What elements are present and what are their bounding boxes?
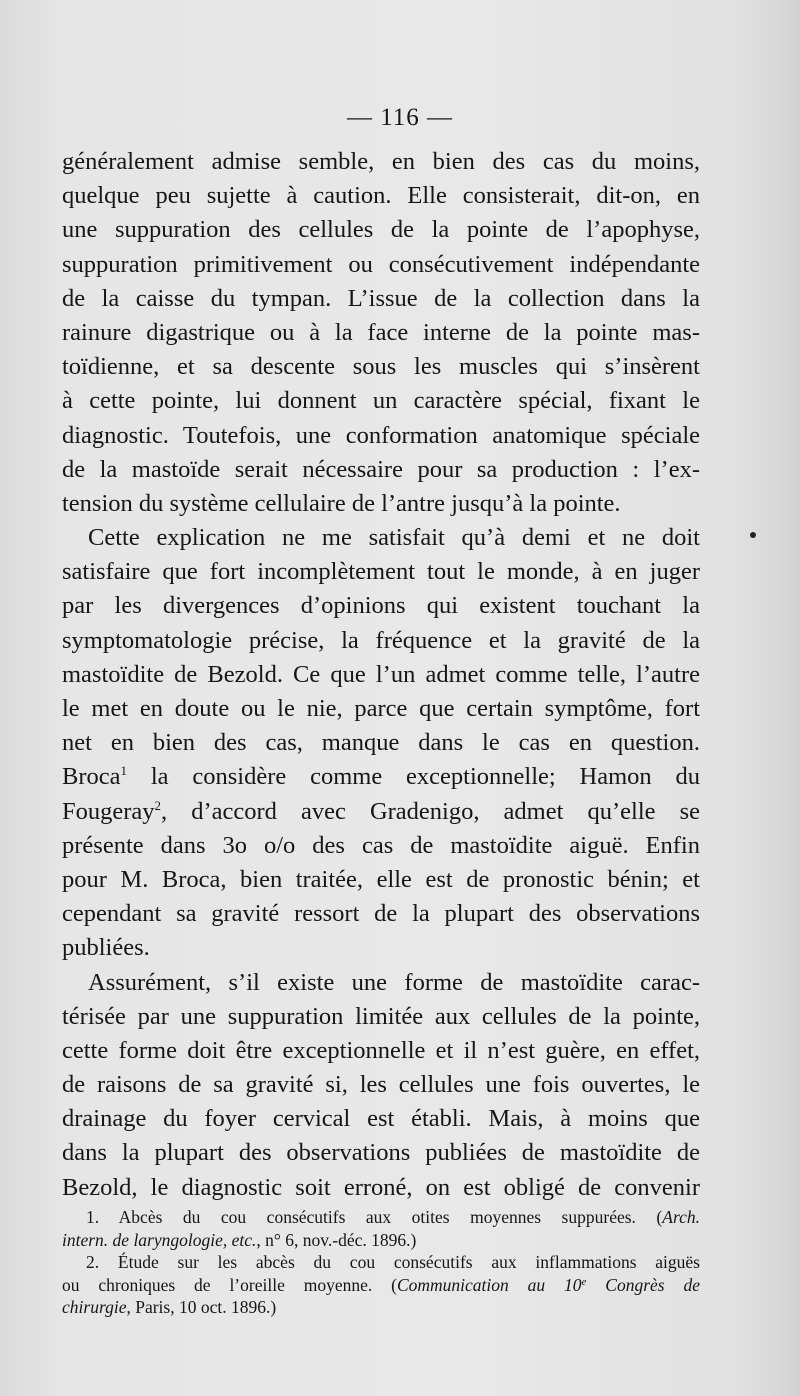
- ink-speck: [750, 532, 756, 538]
- text-line: une suppuration des cellules de la pointe de l’apophyse,: [62, 216, 700, 244]
- text-line: satisfaire que fort incomplètement tout le monde, à en juger: [62, 558, 700, 586]
- footnote-text: , Paris, 10 oct. 1896.): [126, 1297, 277, 1317]
- text-line: de la mastoïde serait nécessaire pour sa production : l’ex-: [62, 455, 700, 483]
- footnote-citation: Arch.: [662, 1207, 700, 1227]
- footnote-text: , n° 6, nov.-déc. 1896.): [256, 1229, 417, 1250]
- text-line: dans la plupart des observations publiées de mastoïdite de: [62, 1139, 700, 1167]
- footnote-text: 1. Abcès du cou consécutifs aux otites moyennes suppurées. (: [86, 1207, 663, 1227]
- page-number: — 116 —: [346, 104, 454, 131]
- text-line: suppuration primitivement ou consécutivement indépendante: [62, 250, 700, 278]
- text-line: symptomatologie précise, la fréquence et la gravité de la: [62, 626, 700, 654]
- footnote-line: [62, 1274, 700, 1297]
- text-line: généralement admise semble, en bien des cas du moins,: [62, 148, 700, 175]
- text-line: pour M. Broca, bien traitée, elle est de pronostic bénin; et: [62, 865, 700, 893]
- footnote-citation: chirurgie: [62, 1297, 127, 1317]
- text-line: Assurément, s’il existe une forme de mastoïdite carac-: [88, 968, 700, 996]
- text-line: quelque peu sujette à caution. Elle consisterait, dit-on, en: [62, 182, 700, 210]
- text-line: drainage du foyer cervical est établi. Mais, à moins que: [62, 1105, 700, 1133]
- text-line: cependant sa gravité ressort de la plupart des observations: [62, 900, 700, 928]
- footnote-line: [62, 1251, 700, 1274]
- footnote-citation: Congrès de: [586, 1274, 700, 1295]
- text-line: cette forme doit être exceptionnelle et il n’est guère, en effet,: [62, 1036, 700, 1064]
- footnote-line: [62, 1206, 700, 1229]
- footnote-text: 2. Étude sur les abcès du cou consécutifs aux inflammations aiguës: [86, 1252, 700, 1272]
- text-line: net en bien des cas, manque dans le cas en question.: [62, 729, 700, 757]
- text-fragment: , d’accord avec Gradenigo, admet qu’elle se: [161, 797, 700, 825]
- text-line: présente dans 3o o/o des cas de mastoïdite aiguë. Enfin: [62, 831, 700, 859]
- text-line: rainure digastrique ou à la face interne de la pointe mas-: [62, 318, 700, 346]
- text-line: de la caisse du tympan. L’issue de la collection dans la: [62, 284, 700, 312]
- footnote-citation: Communication au 10: [396, 1274, 582, 1295]
- footnote-line: [62, 1229, 700, 1252]
- footnotes: [62, 1206, 700, 1319]
- text-line: le met en doute ou le nie, parce que certain symptôme, fort: [62, 695, 700, 722]
- text-line: toïdienne, et sa descente sous les muscles qui s’insèrent: [62, 353, 700, 381]
- text-line: Bezold, le diagnostic soit erroné, on est obligé de convenir: [62, 1173, 700, 1201]
- footnote-ref-author: Broca: [62, 763, 121, 791]
- text-line: tension du système cellulaire de l’antre jusqu’à la pointe.: [62, 489, 621, 517]
- text-fragment: la considère comme exceptionnelle; Hamon du: [127, 763, 700, 791]
- footnote-text: ou chroniques de l’oreille moyenne. (: [62, 1274, 397, 1295]
- text-line: diagnostic. Toutefois, une conformation anatomique spéciale: [62, 421, 700, 449]
- text-line: [62, 760, 700, 794]
- footnote-ref-marker: 1: [120, 763, 127, 779]
- text-line: de raisons de sa gravité si, les cellules une fois ouvertes, le: [62, 1071, 700, 1099]
- text-line: par les divergences d’opinions qui existent touchant la: [62, 592, 700, 620]
- body-text: [62, 145, 700, 1205]
- text-line: Cette explication ne me satisfait qu’à demi et ne doit: [88, 524, 700, 552]
- text-line: [62, 795, 700, 829]
- text-line: à cette pointe, lui donnent un caractère spécial, fixant le: [62, 387, 700, 415]
- footnote-citation: intern. de laryngologie, etc.: [62, 1229, 257, 1250]
- text-line: mastoïdite de Bezold. Ce que l’un admet comme telle, l’autre: [62, 660, 700, 688]
- text-line: térisée par une suppuration limitée aux cellules de la pointe,: [62, 1002, 700, 1030]
- footnote-ref-author: Fougeray: [62, 797, 155, 825]
- footnote-ref-marker: 2: [154, 797, 162, 813]
- footnote-line: [62, 1296, 700, 1319]
- footnote-superscript: e: [581, 1275, 587, 1288]
- text-line: publiées.: [62, 934, 150, 962]
